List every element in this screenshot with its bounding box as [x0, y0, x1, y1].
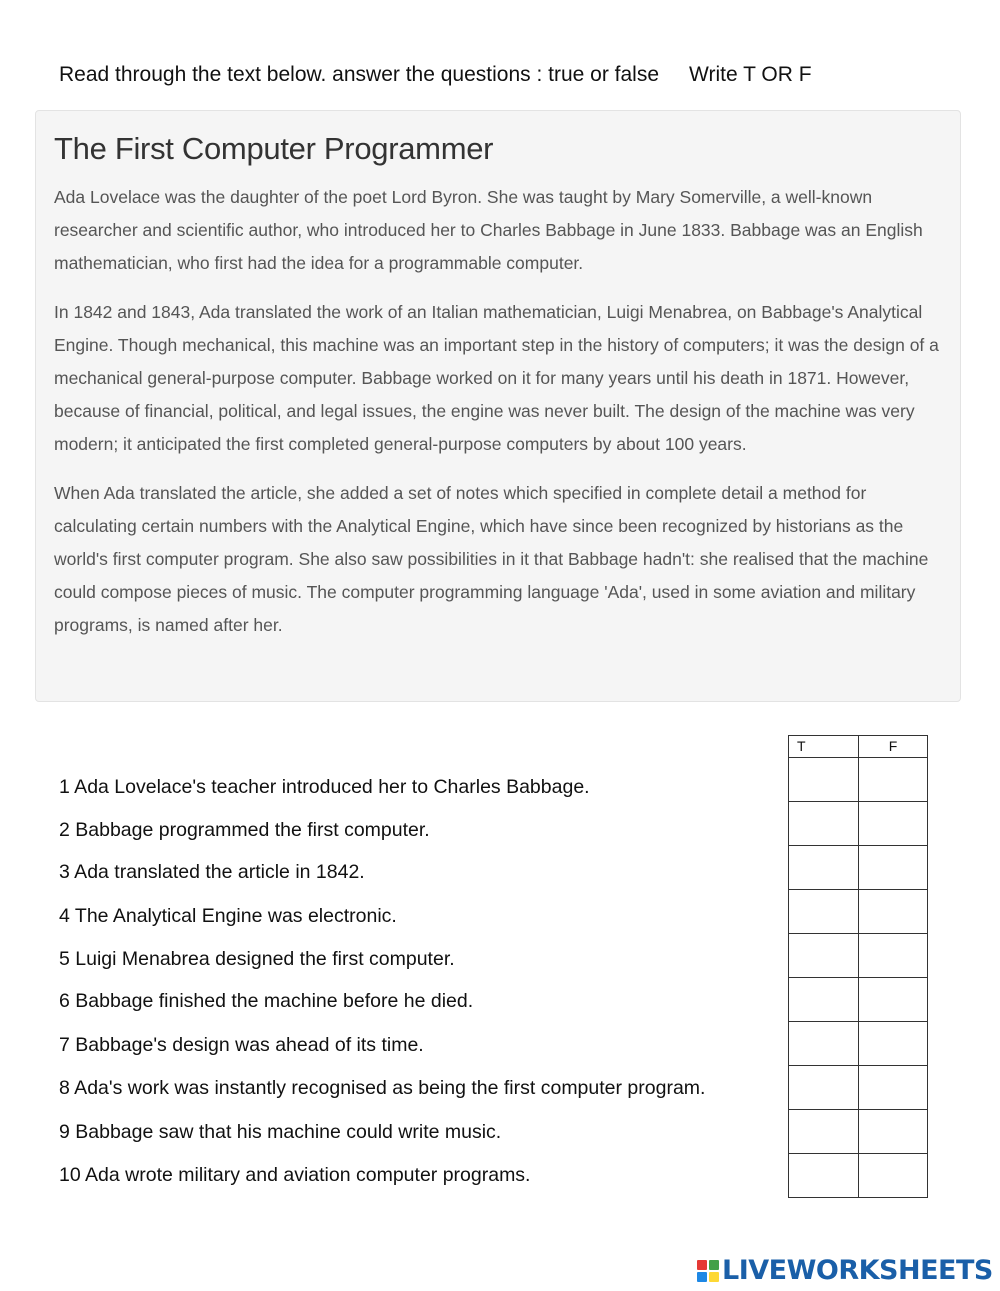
answer-row-5 — [789, 934, 928, 978]
answer-t-5[interactable] — [789, 934, 859, 978]
question-4: 4 The Analytical Engine was electronic. — [59, 905, 397, 927]
instructions-text: Read through the text below. answer the questions : true or false — [59, 63, 660, 86]
answer-f-6[interactable] — [859, 978, 928, 1022]
question-6: 6 Babbage finished the machine before he died. — [59, 990, 474, 1012]
answer-row-10 — [789, 1154, 928, 1198]
answer-row-2 — [789, 802, 928, 846]
reading-title: The First Computer Programmer — [54, 131, 494, 166]
answer-table — [788, 735, 928, 1198]
question-9: 9 Babbage saw that his machine could write music. — [59, 1121, 502, 1143]
reading-paragraph-2: In 1842 and 1843, Ada translated the work of an Italian mathematician, Luigi Menabrea, on Babbage's Analytical Engine. Though mechanical, this machine was an important step in the history of computers; it was the design of a mechanical general-purpose computer. Babbage worked on it for many years until his death in 1871. However, because of financial, political, and legal issues, the engine was never built. The design of the machine was very modern; it anticipated the first completed general-purpose computers by about 100 years. — [54, 302, 939, 454]
answer-f-3[interactable] — [859, 846, 928, 890]
logo-square-yellow — [709, 1272, 719, 1282]
answer-f-9[interactable] — [859, 1110, 928, 1154]
answer-t-1[interactable] — [789, 758, 859, 802]
answer-t-10[interactable] — [789, 1154, 859, 1198]
logo-square-blue — [697, 1272, 707, 1282]
answer-f-1[interactable] — [859, 758, 928, 802]
answer-t-7[interactable] — [789, 1022, 859, 1066]
question-1: 1 Ada Lovelace's teacher introduced her to Charles Babbage. — [59, 776, 590, 798]
answer-f-2[interactable] — [859, 802, 928, 846]
reading-paragraph-1: Ada Lovelace was the daughter of the poet Lord Byron. She was taught by Mary Somerville, a well-known researcher and scientific author, who introduced her to Charles Babbage in June 1833. Babbage was an English mathematician, who first had the idea for a programmable computer. — [54, 187, 923, 273]
answer-row-7 — [789, 1022, 928, 1066]
answer-t-3[interactable] — [789, 846, 859, 890]
answer-row-9 — [789, 1110, 928, 1154]
answer-t-2[interactable] — [789, 802, 859, 846]
logo-text: LIVEWORKSHEETS — [722, 1255, 993, 1286]
answer-row-3 — [789, 846, 928, 890]
answer-f-7[interactable] — [859, 1022, 928, 1066]
answer-row-1 — [789, 758, 928, 802]
reading-passage — [35, 110, 961, 702]
answer-row-4 — [789, 890, 928, 934]
question-3: 3 Ada translated the article in 1842. — [59, 861, 365, 883]
question-10: 10 Ada wrote military and aviation computer programs. — [59, 1164, 531, 1186]
answer-f-10[interactable] — [859, 1154, 928, 1198]
instructions — [59, 60, 812, 90]
reading-paragraph-3: When Ada translated the article, she added a set of notes which specified in complete detail a method for calculating certain numbers with the Analytical Engine, which have since been recognized by historians as the world's first computer program. She also saw possibilities in it that Babbage hadn't: she realised that the machine could compose pieces of music. The computer programming language 'Ada', used in some aviation and military programs, is named after her. — [54, 483, 929, 635]
logo-square-red — [697, 1260, 707, 1270]
liveworksheets-logo — [697, 1255, 993, 1286]
true-column-header: T — [789, 736, 859, 758]
question-2: 2 Babbage programmed the first computer. — [59, 819, 430, 841]
answer-f-8[interactable] — [859, 1066, 928, 1110]
answer-row-8 — [789, 1066, 928, 1110]
logo-icon — [697, 1260, 719, 1282]
answer-f-4[interactable] — [859, 890, 928, 934]
question-8: 8 Ada's work was instantly recognised as being the first computer program. — [59, 1077, 706, 1099]
answer-t-8[interactable] — [789, 1066, 859, 1110]
answer-f-5[interactable] — [859, 934, 928, 978]
question-7: 7 Babbage's design was ahead of its time. — [59, 1034, 424, 1056]
false-column-header: F — [859, 736, 928, 758]
answer-t-9[interactable] — [789, 1110, 859, 1154]
answer-t-6[interactable] — [789, 978, 859, 1022]
answer-table-header — [789, 736, 928, 758]
logo-square-green — [709, 1260, 719, 1270]
answer-t-4[interactable] — [789, 890, 859, 934]
answer-row-6 — [789, 978, 928, 1022]
write-instruction: Write T OR F — [689, 63, 812, 86]
question-5: 5 Luigi Menabrea designed the first computer. — [59, 948, 455, 970]
